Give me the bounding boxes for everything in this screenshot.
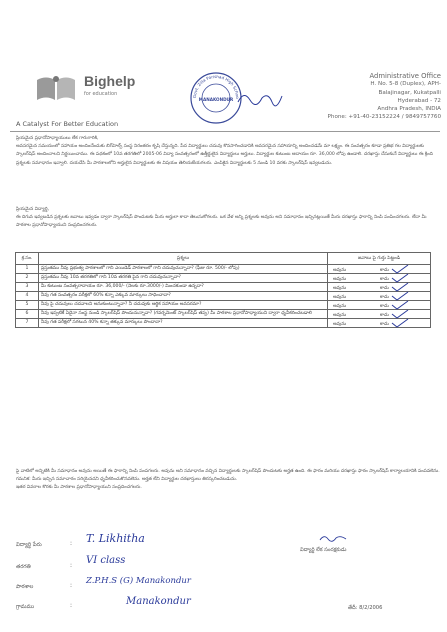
student-greeting: ప్రియమైన విద్యార్థి, (16, 207, 50, 212)
question-text: నీవు ఇప్పటికే ఏదైనా సంస్థ నుండి స్కాలర్‌షిప్ పొందుచున్నావా? (గవర్నమెంట్ స్కాలర్‌షిప్ తప్ప) మీ పాఠశాల ప్రధానోపాధ్యాయుని ద్వారా ధృవీకరించబడాలి (39, 310, 328, 319)
intro-paragraph: అవసరమైన సమయంలో సహాయం అందించేందుకు బిగ్‌హెల్ప్ సంస్థ నిరంతరం కృషి చేస్తున్నది. పేద విద్యార్థులు చదువు కొనసాగించడానికి అవసరమైన సహాయాన్ని అందించడమే మా లక్ష్యం. ఈ సంవత్సరం కూడా ప్రతిభ గల విద్యార్థులకు స్కాలర్‌షిప్ అందించాలని నిర్ణయించాము. ఈ పథకంలో 10వ తరగతిలో 2005-06 విద్యా సంవత్సరంలో ఉత్తీర్ణులైన విద్యార్థులు అర్హులు. విద్యార్థుల కుటుంబ ఆదాయం రూ. 36,000 లోపు ఉండాలి. దరఖాస్తు చేసుకునే విద్యార్థులు ఈ క్రింది ప్రశ్నలకు సమాధానం ఇవ్వాలి. దయచేసి మీ పాఠశాలలోని అర్హులైన విద్యార్థులకు ఈ విషయం తెలియజేయగలరు. ఎంపికైన విద్యార్థులకు 5 నుండి 10 వరకు స్కాలర్‌షిప్ ఇవ్వబడును. (16, 144, 433, 166)
headmaster-signature (236, 88, 284, 110)
school-value[interactable]: Z.P.H.S (G) Manakondur (86, 576, 191, 586)
office-line: H. No. 5-8 (Duplex), APH- (370, 81, 441, 88)
table-header-row (16, 253, 431, 265)
brand-name: Bighelp (84, 73, 136, 89)
question-text: ప్రస్తుతము నీవు ప్రభుత్వ పాఠశాలలో గాని ఎయిడెడ్ పాఠశాలలో గాని చదువుచున్నావా? (ఫీజు రూ. 500/- లోపు) (39, 265, 328, 274)
row-number: 7 (16, 319, 39, 328)
yes-option[interactable]: అవును (333, 286, 347, 291)
village-value[interactable]: Manakondur (126, 596, 191, 607)
field-colon: : (70, 582, 73, 589)
row-number: 4 (16, 292, 39, 301)
answer-cell[interactable] (328, 301, 431, 310)
yes-option[interactable]: అవును (333, 268, 347, 273)
row-number: 6 (16, 310, 39, 319)
yes-option[interactable]: అవును (333, 322, 347, 327)
header-questions: ప్రశ్నలు (39, 253, 328, 265)
office-title: Administrative Office (369, 72, 441, 80)
header-divider (10, 131, 440, 132)
question-text: నీవు పై చదువులు చదవాలని అనుకుంటున్నావా? నీ చదువుకు ఆర్థిక సహాయం అవసరమా? (39, 301, 328, 310)
field-colon: : (70, 540, 73, 547)
school-label: పాఠశాల (16, 584, 34, 590)
header-answer: జవాబు పై గుర్తు పెట్టండి (328, 253, 431, 265)
footer-paragraph: పై వాటిలో అన్నిటికి మీ సమాధానం అవును అయితే ఈ ఫారాన్ని నింపి పంపగలరు. అవును అని సమాధానం వచ్చిన విద్యార్థులకు స్కాలర్‌షిప్ పొందుటకు అర్హత ఉంది. ఈ ఫారం మరియు దరఖాస్తు ఫారం స్కాలర్‌షిప్ కార్యాలయానికి పంపవలెను. గమనిక: మీరు ఇచ్చిన సమాచారం సరియైనదని ధృవీకరించుకొనవలెను. అర్హత లేని విద్యార్థుల దరఖాస్తులు తిరస్కరించబడును. (16, 469, 440, 483)
no-option[interactable]: కాదు (380, 295, 389, 300)
school-seal-stamp (188, 70, 243, 125)
student-name-label: విద్యార్థి పేరు (16, 542, 42, 548)
table-row (16, 310, 431, 319)
village-label: గ్రామము (16, 604, 35, 610)
footer-section (16, 468, 440, 493)
answer-cell[interactable] (328, 310, 431, 319)
seal-top-text: Govt. Zilla Parishad High Schoo (191, 73, 241, 99)
answer-cell[interactable] (328, 265, 431, 274)
question-text: నీవు గత పరీక్షలో సగటున 40% కన్నా తక్కువ మార్కులు పొందావా? (39, 319, 328, 328)
answer-cell[interactable] (328, 274, 431, 283)
class-value[interactable]: VI class (86, 555, 126, 566)
table-row (16, 301, 431, 310)
row-number: 1 (16, 265, 39, 274)
no-option[interactable]: కాదు (380, 268, 389, 273)
table-row (16, 265, 431, 274)
answer-cell[interactable] (328, 292, 431, 301)
row-number: 3 (16, 283, 39, 292)
checkmark-icon (391, 318, 409, 328)
yes-option[interactable]: అవును (333, 304, 347, 309)
student-paragraph: ఈ దిగువ ఇవ్వబడిన ప్రశ్నలకు జవాబు ఇవ్వడం ద్వారా స్కాలర్‌షిప్ పొందుటకు మీరు అర్హులా కాదా తెలుసుకోగలరు. ఒక వేళ అన్ని ప్రశ్నలకు అవును అని సమాధానం ఇచ్చినట్లయితే మీరు దరఖాస్తు ఫారాన్ని నింపి పంపించగలరు. లేదా మీ పాఠశాల ప్రధానోపాధ్యాయుని సంప్రదించగలరు. (16, 215, 427, 229)
row-number: 2 (16, 274, 39, 283)
field-colon: : (70, 602, 73, 609)
student-name-value[interactable]: T. Likhitha (86, 532, 145, 545)
header-serial: క్ర.సం. (16, 253, 39, 265)
date-label: తేదీ: 8/2/2006 (348, 605, 383, 611)
office-line: Hyderabad - 72 (397, 97, 441, 104)
no-option[interactable]: కాదు (380, 313, 389, 318)
no-option[interactable]: కాదు (380, 304, 389, 309)
footer-note: ఇతర వివరాల కొరకు మీ పాఠశాల ప్రధానోపాధ్యాయుని సంప్రదించగలరు. (16, 485, 142, 491)
office-line: Balajinagar, Kukatpalli (378, 89, 441, 96)
table-row (16, 319, 431, 328)
office-line: Andhra Pradesh, INDIA (377, 106, 441, 113)
yes-option[interactable]: అవును (333, 313, 347, 318)
table-row (16, 274, 431, 283)
office-phone: Phone: +91-40-23152224 / 9849757760 (327, 114, 441, 121)
table-row (16, 283, 431, 292)
student-signature-label: విద్యార్థి లేక సంరక్షకుడు (300, 547, 347, 553)
table-row (16, 292, 431, 301)
svg-text:Govt. Zilla Parishad High Scho (188, 70, 240, 99)
salutation: ప్రియమైన ప్రధానోపాధ్యాయులు లేక గారుగారికి, (16, 136, 99, 141)
question-text: మీ కుటుంబ సంవత్సరాదాయం రూ. 36,000/- (నెలకు రూ.3000/-) మించకుండా ఉన్నదా? (39, 283, 328, 292)
no-option[interactable]: కాదు (380, 322, 389, 327)
class-label: తరగతి (16, 564, 31, 570)
row-number: 5 (16, 301, 39, 310)
answer-cell[interactable] (328, 319, 431, 328)
question-text: నీవు గత సంవత్సరం పరీక్షలో 60% కన్నా ఎక్కువ మార్కులు సాధించావా? (39, 292, 328, 301)
office-address-block (305, 72, 441, 122)
no-option[interactable]: కాదు (380, 286, 389, 291)
intro-section (16, 135, 440, 168)
yes-option[interactable]: అవును (333, 295, 347, 300)
answer-cell[interactable] (328, 283, 431, 292)
student-signature (318, 532, 348, 544)
field-colon: : (70, 562, 73, 569)
eligibility-table (15, 252, 431, 328)
book-logo-icon (35, 74, 77, 102)
brand-subtitle: for education (84, 91, 118, 97)
seal-center-text: MANAKONDUR (198, 97, 234, 102)
student-section (16, 206, 440, 231)
no-option[interactable]: కాదు (380, 277, 389, 282)
tagline: A Catalyst For Better Education (16, 120, 119, 128)
question-text: ప్రస్తుతము నీవు 10వ తరగతిలో గాని 10వ తరగతి పైన గాని చదువుచున్నావా? (39, 274, 328, 283)
yes-option[interactable]: అవును (333, 277, 347, 282)
